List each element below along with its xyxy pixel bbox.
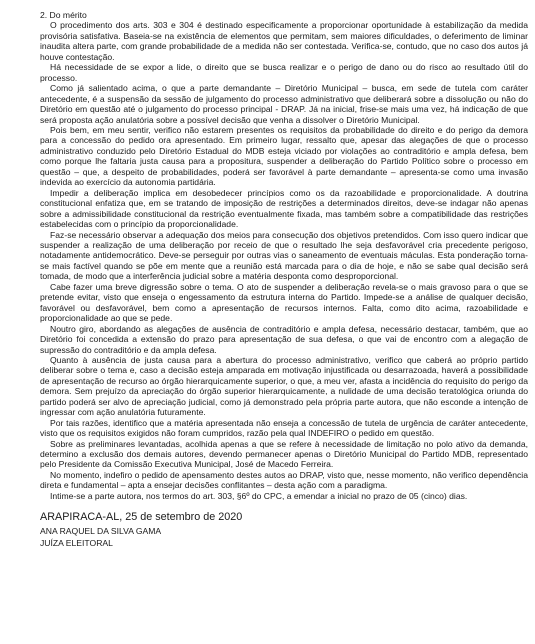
paragraph: Faz-se necessário observar a adequação dos meios para consecução dos objetivos pretendidos. Com isso quero indicar que suspender a realização de uma deliberação por receio de que o resultado lhe seja desfavorável cria precedente perigoso, notadamente antidemocrático. Deve-se perseguir por outras vias o saneamento de eventuais máculas. Esta ponderação torna-se mais factível quando se põe em mente que a reunião está marcada para o dia de hoje, e não se sabe qual decisão será tomada, de modo que a interferência judicial sobre a matéria desponta como desproporcional.: [40, 229, 528, 282]
paragraph: No momento, indefiro o pedido de apensamento destes autos ao DRAP, visto que, nesse momento, não verifico dependência direta e fundamental – apta a ensejar decisões conflitantes – desta ação com a paradigma.: [40, 469, 528, 491]
section-heading: 2. Do mérito: [40, 10, 87, 20]
paragraph: Impedir a deliberação implica em desobedecer princípios como os da razoabilidade e proporcionalidade. A doutrina constitucional enfatiza que, em se tratando de imposição de restrições a determinados direitos, deve-se indagar não apenas sobre a admissibilidade constitucional da restrição eventualmente fixada, mas também sobre a compatibilidade das restrições estabelecidas com o princípio da proporcionalidade.: [40, 187, 528, 230]
paragraph: Sobre as preliminares levantadas, acolhida apenas a que se refere à necessidade de limitação no polo ativo da demanda, determino a exclusão dos demais autores, devendo permanecer apenas o Diretório Municipal do Partido MDB, representado pelo Presidente da Comissão Executiva Municipal, José de Macedo Ferreira.: [40, 438, 528, 470]
paragraph: Por tais razões, identifico que a matéria apresentada não enseja a concessão de tutela de urgência de caráter antecedente, visto que os requisitos exigidos não foram cumpridos, razão pela qual INDEFIRO o pedido em questão.: [40, 417, 528, 439]
paragraph: Pois bem, em meu sentir, verifico não estarem presentes os requisitos da probabilidade do direito e do perigo da demora para a concessão do pedido ora apresentado. Em primeiro lugar, ressalto que, apesar das alegações de que o processo administrativo conduzido pelo Diretório Estadual do MDB esteja viciado por violações ao contraditório e ampla defesa, bem como porque lhe faltaria justa causa para a propositura, suspender a deliberação do Partido Político sobre o processo em questão – que, a despeito de probabilidades, poderá ser favorável à parte demandante – apresenta-se como uma invasão indevida ao exercício da autonomia partidária.: [40, 124, 528, 188]
paragraph: O procedimento dos arts. 303 e 304 é destinado especificamente a proporcionar oportunidade à estabilização da medida provisória satisfativa. Baseia-se na existência de elementos que permitam, sem maiores dificuldades, o deferimento de liminar inaudita altera parte, com grande probabilidade de a medida não ser contestada. Verifica-se, contudo, que no caso dos autos já houve contestação.: [40, 20, 528, 62]
paragraph: Quanto à ausência de justa causa para a abertura do processo administrativo, verifico que caberá ao próprio partido deliberar sobre o tema e, caso a decisão esteja amparada em motivação injustificada ou desarrazoada, haverá a possibilidade de apresentação de recurso ao órgão hierarquicamente superior, o que, a meu ver, afasta a incidência do requisito do perigo da demora. Sem prejuízo da apreciação do órgão superior hierarquicamente, a nulidade de uma decisão teratológica oriunda do partido poderá ser alvo de apreciação judicial, como já demonstrado pela própria parte autora, que não esconde a intenção de ingressar com ação anulatória futuramente.: [40, 354, 528, 418]
decision-document: [40, 10, 528, 549]
place-and-date: ARAPIRACA-AL, 25 de setembro de 2020: [40, 511, 243, 524]
paragraph: Intime-se a parte autora, nos termos do art. 303, §6º do CPC, a emendar a inicial no prazo de 05 (cinco) dias.: [50, 490, 468, 501]
paragraph: Noutro giro, abordando as alegações de ausência de contraditório e ampla defesa, necessário destacar, também, que ao Diretório foi concedida a extensão do prazo para apresentação de sua defesa, o que vai de encontro com a alegação de supressão do contraditório e da ampla defesa.: [40, 323, 528, 355]
paragraph: Há necessidade de se expor a lide, o direito que se busca realizar e o perigo de dano ou do risco ao resultado útil do processo.: [40, 62, 528, 83]
paragraph: Como já salientado acima, o que a parte demandante – Diretório Municipal – busca, em sede de tutela com caráter antecedente, é a suspensão da sessão de julgamento do processo administrativo que deliberará sobre a dissolução ou não do Diretório em questão até o julgamento do processo principal - DRAP. Já na inicial, frise-se mais uma vez, há indicação de que será proposta ação anulatória sobre a possível decisão que venha a dissolver o Diretório Municipal.: [40, 83, 528, 125]
signatory-title: JUÍZA ELEITORAL: [40, 537, 113, 548]
signatory-name: ANA RAQUEL DA SILVA GAMA: [40, 526, 162, 537]
paragraph: Cabe fazer uma breve digressão sobre o tema. O ato de suspender a deliberação revela-se o mais gravoso para o que se pretende evitar, visto que enseja o engessamento da estrutura interna do Partido. Impede-se a análise de qualquer decisão, favorável ou desfavorável, bem como a apresentação de recursos internos. Falta, como dito acima, razoabilidade e proporcionalidade ao que se pede.: [40, 281, 528, 324]
